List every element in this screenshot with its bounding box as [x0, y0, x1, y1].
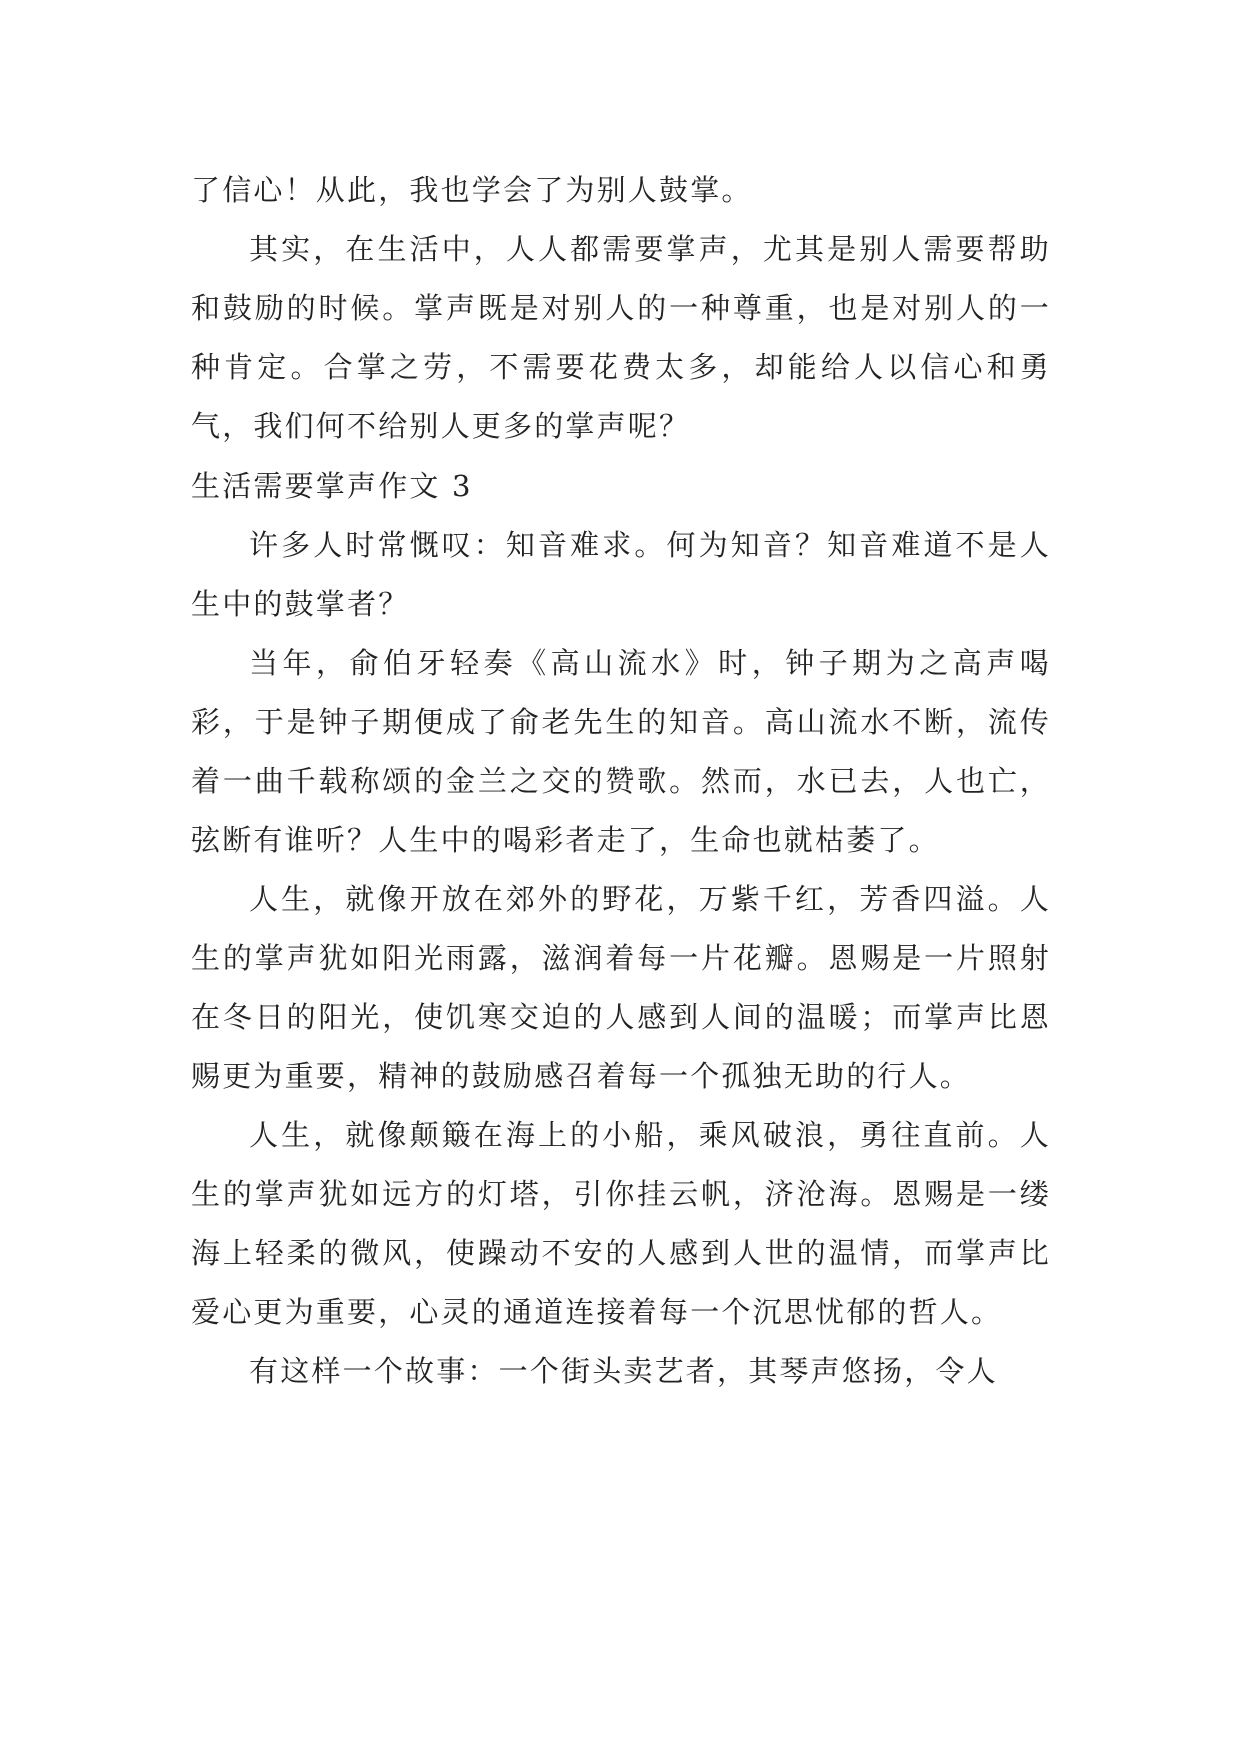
paragraph-applause-meaning: 其实，在生活中，人人都需要掌声，尤其是别人需要帮助和鼓励的时候。掌声既是对别人的一种尊重，也是对别人的一种肯定。合掌之劳，不需要花费太多，却能给人以信心和勇气，我们何不给别人更多的掌声呢？ [191, 232, 1051, 443]
paragraph-street-performer: 有这样一个故事：一个街头卖艺者，其琴声悠扬，令人 [249, 1354, 998, 1388]
top-text-block [191, 161, 1051, 456]
paragraph-wildflower: 人生，就像开放在郊外的野花，万紫千红，芳香四溢。人生的掌声犹如阳光雨露，滋润着每一片花瓣。恩赐是一片照射在冬日的阳光，使饥寒交迫的人感到人间的温暖；而掌声比恩赐更为重要，精神的鼓励感召着每一个孤独无助的行人。 [191, 882, 1051, 1093]
essay-3-block [191, 457, 1051, 1401]
paragraph-gaoshan-liushui: 当年，俞伯牙轻奏《高山流水》时，钟子期为之高声喝彩，于是钟子期便成了俞老先生的知音。高山流水不断，流传着一曲千载称颂的金兰之交的赞歌。然而，水已去，人也亡，弦断有谁听？人生中的喝彩者走了，生命也就枯萎了。 [191, 646, 1051, 857]
essay-heading: 生活需要掌声作文 3 [191, 469, 473, 503]
paragraph-zhiyin: 许多人时常慨叹：知音难求。何为知音？知音难道不是人生中的鼓掌者？ [191, 528, 1051, 621]
paragraph-continuation: 了信心！从此，我也学会了为别人鼓掌。 [191, 173, 753, 207]
paragraph-boat: 人生，就像颠簸在海上的小船，乘风破浪，勇往直前。人生的掌声犹如远方的灯塔，引你挂云帆，济沧海。恩赐是一缕海上轻柔的微风，使躁动不安的人感到人世的温情，而掌声比爱心更为重要，心灵的通道连接着每一个沉思忧郁的哲人。 [191, 1118, 1051, 1329]
